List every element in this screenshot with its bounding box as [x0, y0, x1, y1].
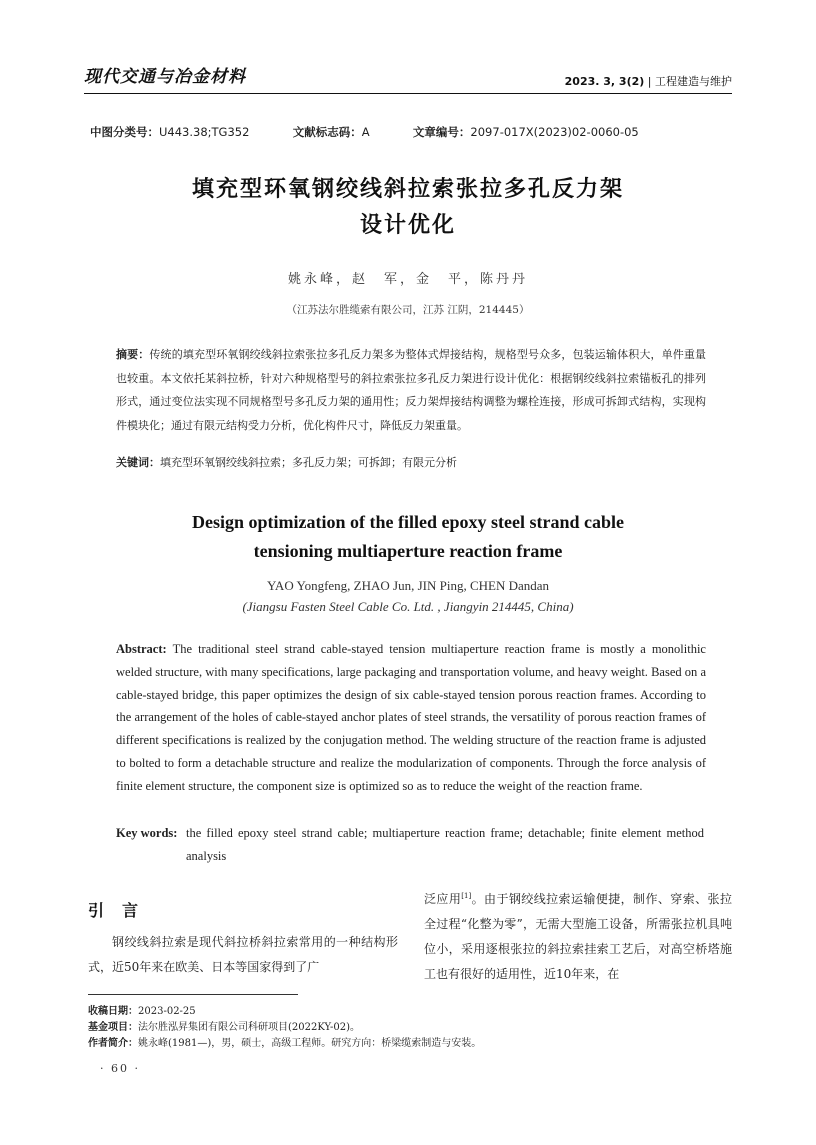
english-title-line-1: Design optimization of the filled epoxy steel strand cable [192, 512, 624, 532]
clc-value: U443.38;TG352 [159, 125, 250, 139]
english-abstract-text: The traditional steel strand cable-stayed tension multiaperture reaction frame is mostly a monolithic welded structure, with many specifications, large packaging and transportation volume, and heavy weight. Based on a cable-stayed bridge, this paper optimizes the design of six cable-stayed tension porous reaction frames. According to the arrangement of the holes of cable-stayed anchor plates of steel strands, the versatility of porous reaction frames of different specifications is realized by the conjugation method. The welding structure of the reaction frame is adjusted to bolted to form a detachable structure and realize the modularization of components. Through the force analysis of finite element structure, the component size is optimized so as to reduce the weight of the reaction frame. [116, 642, 706, 793]
chinese-title [0, 172, 816, 244]
author-bio-label: 作者简介 [88, 1038, 128, 1049]
english-title-line-2: tensioning multiaperture reaction frame [253, 541, 563, 561]
chinese-affiliation: （江苏法尔胜缆索有限公司，江苏 江阴，214445） [286, 304, 530, 316]
header-rule [84, 93, 732, 94]
body-left-column: 钢绞线斜拉索是现代斜拉桥斜拉索常用的一种结构形式，近50年来在欧美、日本等国家得到了广 [88, 935, 398, 974]
doc-code-label: 文献标志码 [292, 125, 351, 139]
chinese-keywords-label: 关键词 [116, 456, 149, 469]
footnote-rule [88, 994, 298, 995]
page-number: · 60 · [100, 1062, 140, 1075]
chinese-title-line-1: 填充型环氧钢绞线斜拉索张拉多孔反力架 [191, 177, 624, 202]
fund-label: 基金项目 [88, 1022, 128, 1033]
fund-text: 法尔胜泓昇集团有限公司科研项目(2022KY-02)。 [138, 1022, 361, 1033]
footnote-received: 收稿日期：2023-02-25 [88, 1006, 196, 1017]
citation-ref: [1] [461, 892, 472, 900]
header-divider: | [647, 75, 655, 88]
body-right-column [424, 884, 732, 987]
chinese-authors: 姚永峰，赵 军，金 平，陈丹丹 [287, 272, 528, 287]
chinese-keywords-text: 填充型环氧钢绞线斜拉索；多孔反力架；可拆卸；有限元分析 [160, 456, 457, 469]
body-right-text-a: 泛应用 [424, 892, 462, 906]
english-abstract-label: Abstract [116, 642, 163, 656]
english-keywords [116, 822, 706, 867]
chinese-abstract-text: 传统的填充型环氧钢绞线斜拉索张拉多孔反力架多为整体式焊接结构，规格型号众多，包装运输体积大，单件重量也较重。本文依托某斜拉桥，针对六种规格型号的斜拉索张拉多孔反力架进行设计优化：根据钢绞线斜拉索锚板孔的排列形式，通过变位法实现不同规格型号多孔反力架的通用性；反力架焊接结构调整为螺栓连接，形成可拆卸式结构，实现构件模块化；通过有限元结构受力分析，优化构件尺寸，降低反力架重量。 [116, 348, 707, 432]
english-affiliation: (Jiangsu Fasten Steel Cable Co. Ltd. , Jiangyin 214445, China) [242, 599, 574, 614]
running-header [565, 73, 732, 89]
article-number-label: 文章编号 [412, 125, 459, 139]
author-bio-text: 姚永峰(1981—)，男，硕士，高级工程师。研究方向：桥梁缆索制造与安装。 [138, 1038, 482, 1049]
article-number-value: 2097-017X(2023)02-0060-05 [470, 125, 639, 139]
body-right-text-b: 。由于钢绞线拉索运输便捷，制作、穿索、张拉全过程“化整为零”，无需大型施工设备，所需张拉机具吨位小，采用逐根张拉的斜拉索挂索工艺后，对高空桥塔施工也有很好的适用性，近10年来，在 [424, 892, 732, 981]
received-label: 收稿日期 [88, 1006, 128, 1017]
footnote-fund: 基金项目：法尔胜泓昇集团有限公司科研项目(2022KY-02)。 [88, 1022, 361, 1033]
chinese-abstract-label: 摘要 [116, 348, 139, 361]
issue-number: 2023. 3, 3(2) [564, 75, 645, 88]
chinese-title-line-2: 设计优化 [359, 213, 456, 238]
chinese-abstract: 摘要：传统的填充型环氧钢绞线斜拉索张拉多孔反力架多为整体式焊接结构，规格型号众多，包装运输体积大，单件重量也较重。本文依托某斜拉桥，针对六种规格型号的斜拉索张拉多孔反力架进行设计优化：根据钢绞线斜拉索锚板孔的排列形式，通过变位法实现不同规格型号多孔反力架的通用性；反力架焊接结构调整为螺栓连接，形成可拆卸式结构，实现构件模块化；通过有限元结构受力分析，优化构件尺寸，降低反力架重量。 [116, 348, 707, 432]
english-authors: YAO Yongfeng, ZHAO Jun, JIN Ping, CHEN Dandan [266, 578, 550, 593]
journal-logo: 现代交通与冶金材料 [84, 67, 246, 87]
english-keywords-label: Key words: [116, 826, 178, 840]
english-abstract: Abstract: The traditional steel strand cable-stayed tension multiaperture reaction frame is mostly a monolithic welded structure, with many specifications, large packaging and transportation volume, and heavy weight. Based on a cable-stayed bridge, this paper optimizes the design of six cable-stayed tension porous reaction frames. According to the arrangement of the holes of cable-stayed anchor plates of steel strands, the versatility of porous reaction frames of different specifications is realized by the conjugation method. The welding structure of the reaction frame is adjusted to bolted to form a detachable structure and realize the modularization of components. Through the force analysis of finite element structure, the component size is optimized so as to reduce the weight of the reaction frame. [116, 642, 706, 793]
clc-label: 中图分类号 [90, 125, 148, 139]
english-title [0, 508, 816, 566]
chinese-keywords: 关键词：填充型环氧钢绞线斜拉索；多孔反力架；可拆卸；有限元分析 [116, 456, 457, 469]
english-keywords-text: the filled epoxy steel strand cable; multiaperture reaction frame; detachable; finite element method analysis [186, 826, 704, 863]
doc-code-value: A [361, 125, 370, 139]
classification-line: 中图分类号：U443.38;TG352 文献标志码：A 文章编号：2097-017X(2023)02-0060-05 [90, 125, 639, 139]
section-heading-introduction: 引言 [88, 901, 157, 920]
footnote-author: 作者简介：姚永峰(1981—)，男，硕士，高级工程师。研究方向：桥梁缆索制造与安装。 [88, 1038, 482, 1049]
column-name: 工程建造与维护 [655, 75, 732, 88]
received-date: 2023-02-25 [138, 1006, 196, 1017]
